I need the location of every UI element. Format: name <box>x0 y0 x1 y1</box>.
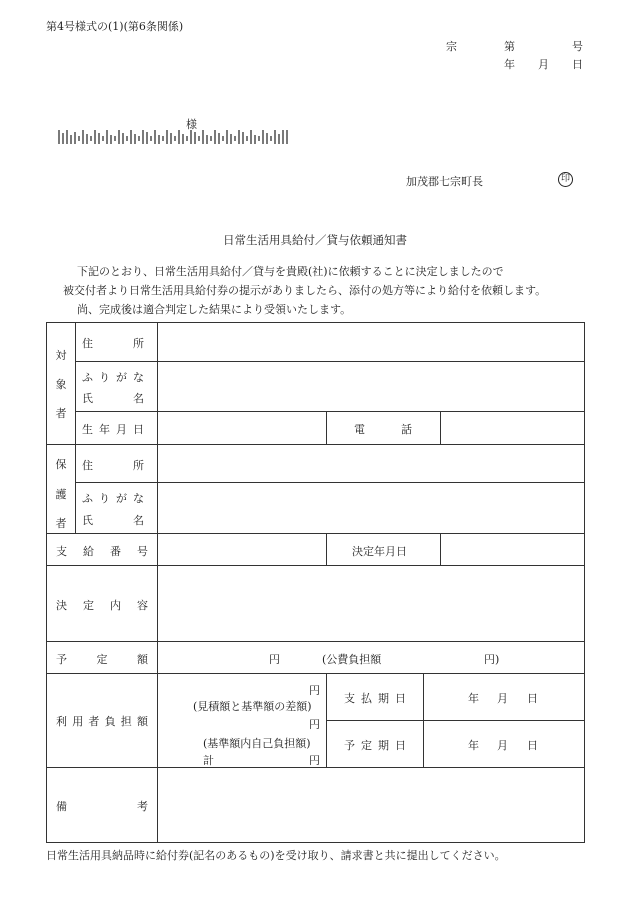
address-char-2: 所 <box>133 337 144 350</box>
furigana-char-2: り <box>99 371 110 384</box>
decision-content-char-4: 容 <box>137 599 148 612</box>
birthdate-char-3: 月 <box>116 423 127 436</box>
remarks-char-2: 考 <box>137 800 148 813</box>
own-burden-yen: 円 <box>309 718 320 731</box>
planned-day: 日 <box>527 739 538 752</box>
payment-number-label <box>56 543 148 559</box>
public-burden-yen: 円) <box>484 653 500 666</box>
guardian-furigana-char-4: な <box>133 492 144 505</box>
decision-content-label <box>56 597 148 613</box>
ref-month: 月 <box>538 58 549 71</box>
user-burden-label <box>56 713 148 729</box>
user-burden-char-4: 負 <box>104 715 116 728</box>
form-number: 第4号様式の(1)(第6条関係) <box>46 20 184 33</box>
birthdate-label <box>82 421 144 437</box>
payment-year: 年 <box>468 692 479 705</box>
body-line-1: 下記のとおり、日常生活用具給付／貸与を貴殿(社)に依頼することに決定しましたので <box>77 265 504 278</box>
birthdate-char-2: 年 <box>99 423 110 436</box>
payment-date-char-1: 支 <box>344 692 355 705</box>
name-char-1: 氏 <box>82 392 93 405</box>
address-char-1: 住 <box>82 337 93 350</box>
planned-month: 月 <box>497 739 508 752</box>
ref-day: 日 <box>572 58 583 71</box>
planned-amount-char-2: 定 <box>96 653 108 666</box>
furigana-char-4: な <box>133 371 144 384</box>
furigana-char-1: ふ <box>82 371 93 384</box>
own-burden-label: (基準額内自己負担額) <box>203 737 311 750</box>
ref-dai: 第 <box>504 40 515 53</box>
planned-year: 年 <box>468 739 479 752</box>
seal-mark: 印 <box>558 172 573 187</box>
guardian-furigana-char-1: ふ <box>82 492 93 505</box>
payment-number-char-1: 支 <box>56 545 67 558</box>
planned-amount-char-3: 額 <box>137 653 148 666</box>
body-line-3: 尚、完成後は適合判定した結果により受領いたします。 <box>77 303 352 316</box>
planned-amount-char-1: 予 <box>56 653 67 666</box>
ref-year: 年 <box>504 58 515 71</box>
subject-label-3: 者 <box>55 407 67 420</box>
user-burden-char-6: 額 <box>136 715 148 728</box>
user-burden-char-1: 利 <box>56 715 67 728</box>
public-burden-label: (公費負担額 <box>322 653 382 666</box>
decision-content-char-1: 決 <box>56 599 67 612</box>
decision-date-label: 決定年月日 <box>352 545 407 558</box>
payment-number-char-2: 給 <box>83 545 94 558</box>
user-burden-char-5: 担 <box>120 715 132 728</box>
guardian-name-label <box>82 512 144 528</box>
name-label <box>82 390 144 406</box>
planned-date-char-1: 予 <box>344 739 355 752</box>
diff-yen: 円 <box>309 684 320 697</box>
payment-number-char-3: 番 <box>110 545 121 558</box>
payment-date-char-4: 日 <box>395 692 406 705</box>
guardian-label-1: 保 <box>55 458 67 471</box>
addressee-honorific: 様 <box>186 118 197 131</box>
diff-label: (見積額と基準額の差額) <box>193 700 312 713</box>
planned-date-char-2: 定 <box>361 739 372 752</box>
guardian-furigana-label <box>82 490 144 506</box>
name-char-2: 名 <box>133 392 144 405</box>
payment-month: 月 <box>497 692 508 705</box>
remarks-char-1: 備 <box>56 800 67 813</box>
document-title: 日常生活用具給付／貸与依頼通知書 <box>223 233 407 247</box>
address-label <box>82 335 144 351</box>
decision-content-char-3: 内 <box>110 599 121 612</box>
payment-date-label <box>344 690 406 706</box>
planned-date-label <box>344 737 406 753</box>
phone-char-2: 話 <box>401 423 412 436</box>
phone-label <box>354 421 412 437</box>
issuer-title: 加茂郡七宗町長 <box>406 175 483 188</box>
decision-content-char-2: 定 <box>83 599 94 612</box>
guardian-name-char-2: 名 <box>133 514 144 527</box>
user-burden-char-3: 者 <box>88 715 100 728</box>
guardian-label-2: 護 <box>55 488 67 501</box>
payment-date-char-3: 期 <box>378 692 389 705</box>
payment-number-char-4: 号 <box>137 545 148 558</box>
ref-sect: 宗 <box>446 40 457 53</box>
guardian-name-char-1: 氏 <box>82 514 93 527</box>
birthdate-char-4: 日 <box>133 423 144 436</box>
guardian-address-label <box>82 457 144 473</box>
guardian-address-char-1: 住 <box>82 459 93 472</box>
furigana-label <box>82 369 144 385</box>
body-line-2: 被交付者より日常生活用具給付券の提示がありましたら、添付の処方等により給付を依頼します。 <box>63 284 547 297</box>
total-yen: 円 <box>309 754 320 767</box>
payment-date-char-2: 払 <box>361 692 372 705</box>
footer-note: 日常生活用具納品時に給付券(記名のあるもの)を受け取り、請求書と共に提出してください。 <box>46 849 506 862</box>
guardian-furigana-char-2: り <box>99 492 110 505</box>
furigana-char-3: が <box>116 371 127 384</box>
planned-date-char-3: 期 <box>378 739 389 752</box>
planned-date-char-4: 日 <box>395 739 406 752</box>
subject-label-2: 象 <box>55 378 67 391</box>
planned-amount-yen: 円 <box>269 653 280 666</box>
guardian-address-char-2: 所 <box>133 459 144 472</box>
guardian-label-3: 者 <box>55 517 67 530</box>
remarks-label <box>56 798 148 814</box>
birthdate-char-1: 生 <box>82 423 93 436</box>
phone-char-1: 電 <box>354 423 365 436</box>
guardian-furigana-char-3: が <box>116 492 127 505</box>
user-burden-char-2: 用 <box>72 715 84 728</box>
payment-day: 日 <box>527 692 538 705</box>
ref-go: 号 <box>572 40 583 53</box>
subject-label-1: 対 <box>55 349 67 362</box>
total-label: 計 <box>203 754 214 767</box>
planned-amount-label <box>56 651 148 667</box>
